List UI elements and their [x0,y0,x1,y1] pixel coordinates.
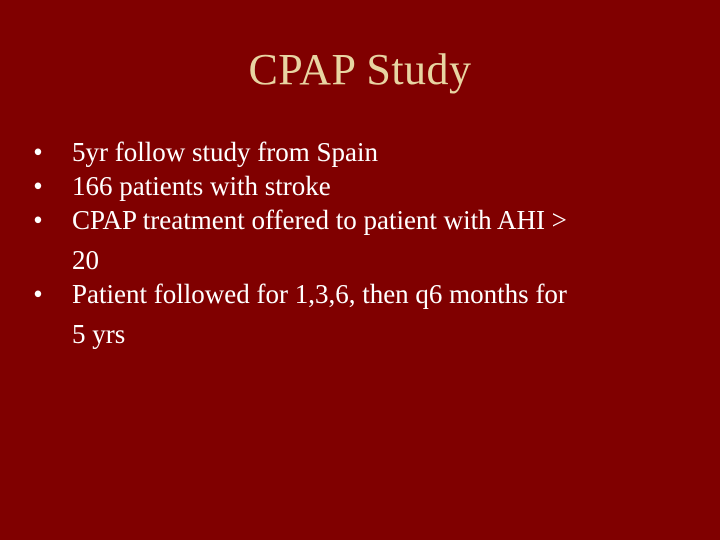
list-item [30,273,690,355]
bullet-text-continuation: 20 [72,245,99,275]
list-item [30,199,690,281]
bullet-marker: • [33,137,43,167]
bullet-marker: • [33,171,43,201]
bullet-marker: • [33,279,43,309]
bullet-text: 166 patients with stroke [72,171,331,201]
bullet-text: CPAP treatment offered to patient with AHI > [72,205,567,235]
bullet-text: 5yr follow study from Spain [72,137,378,167]
bullet-marker: • [33,205,43,235]
bullet-list [30,131,690,347]
slide-title: CPAP Study [248,45,472,94]
bullet-text-continuation: 5 yrs [72,319,126,349]
bullet-text: Patient followed for 1,3,6, then q6 months for [72,279,567,309]
